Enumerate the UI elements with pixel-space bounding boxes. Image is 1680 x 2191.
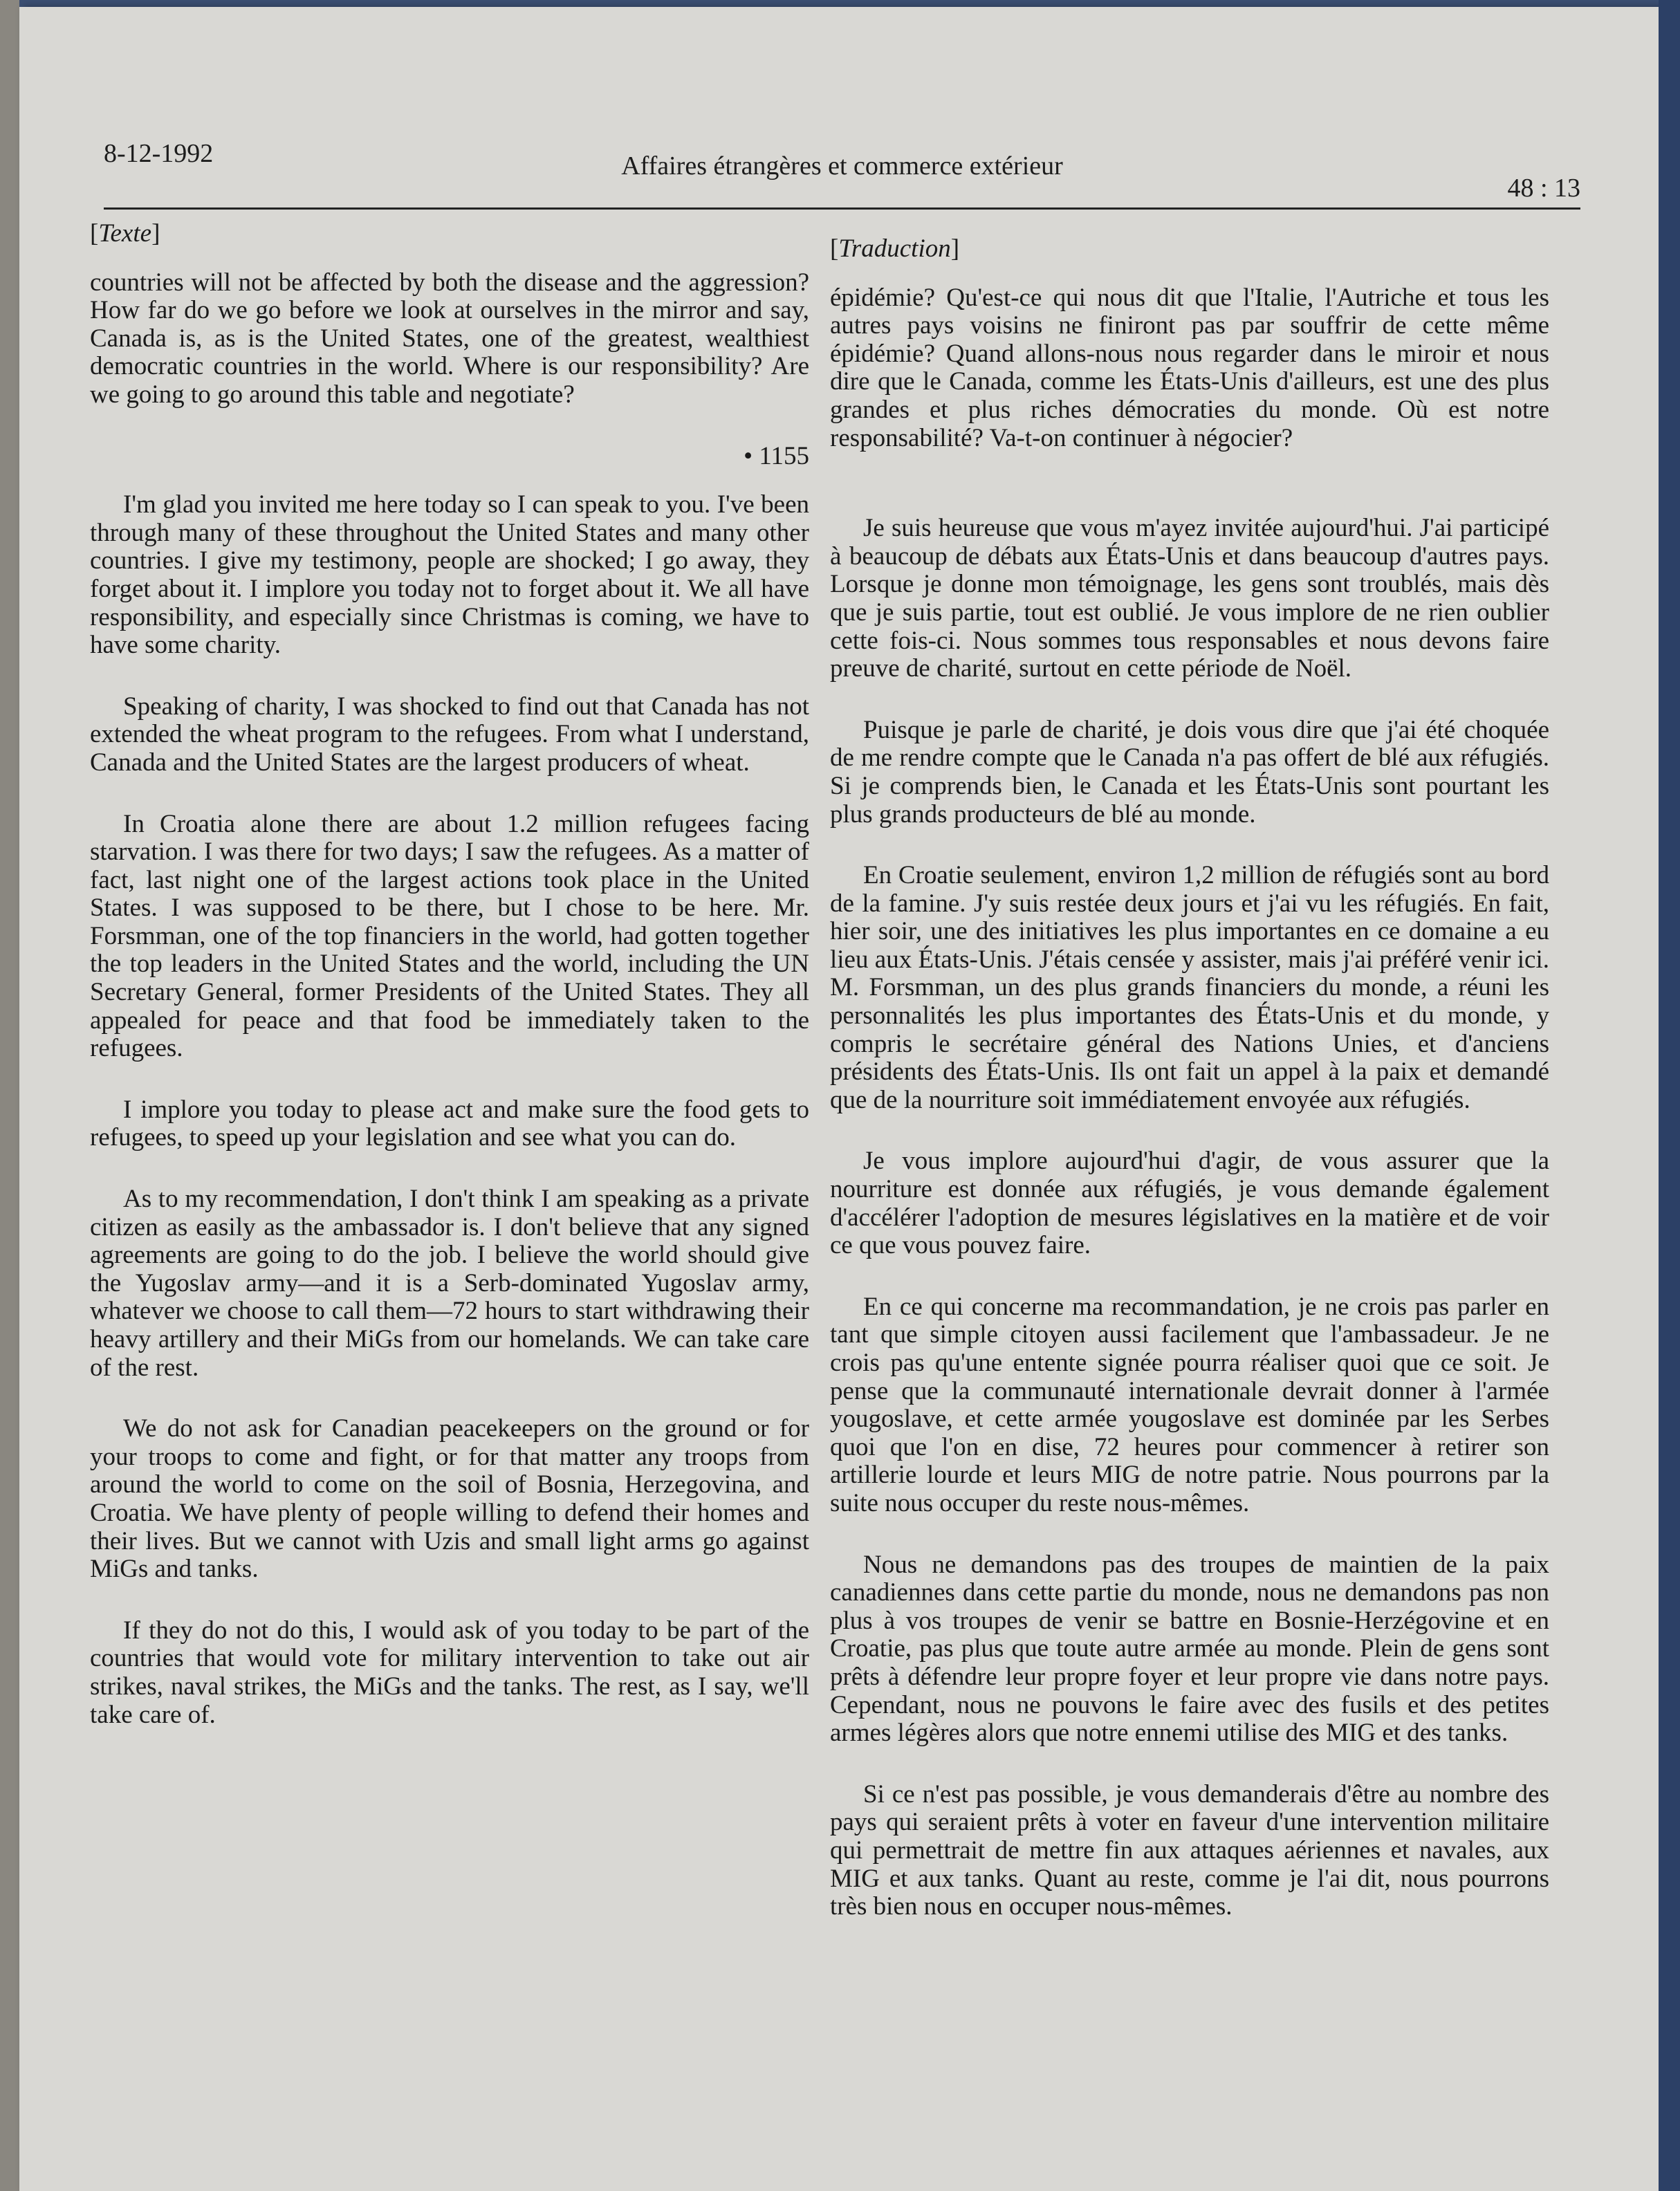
timestamp: • 1155 — [744, 441, 809, 470]
paragraph: Puisque je parle de charité, je dois vous dire que j'ai été choquée de me rendre compte que le Canada n'a pas offert de blé aux réfugiés. Si je comprends bien, le Canada et les États-Unis sont pourtant les plus grands producteurs de blé au monde. — [830, 715, 1549, 829]
paragraph: Je suis heureuse que vous m'ayez invitée aujourd'hui. J'ai participé à beaucoup de débats aux États-Unis et dans beaucoup d'autres pays. Lorsque je donne mon témoignage, les gens sont troublés, mais dès que je suis partie, tout est oublié. Je vous implore de ne rien oublier cette fois-ci. Nous sommes tous responsables et nous devons faire preuve de charité, surtout en cette période de Noël. — [830, 514, 1549, 683]
header-title: Affaires étrangères et commerce extérieur — [621, 151, 1063, 181]
header-page-number: 48 : 13 — [1507, 174, 1580, 203]
paragraph: Nous ne demandons pas des troupes de maintien de la paix canadiennes dans cette partie du monde, nous ne demandons pas non plus à vos troupes de venir se battre en Bosnie-Herzégovine et en Croatie, pas plus que toute autre armée au monde. Plein de gens sont prêts à défendre leur propre foyer et leur propre vie dans notre pays. Cependant, nous ne pouvons le faire avec des fusils et des petites armes légères alors que notre ennemi utilise des MIG et des tanks. — [830, 1550, 1549, 1748]
paragraph: countries will not be affected by both the disease and the aggression? How far do we go before we look at ourselves in the mirror and say, Canada is, as is the United States, one of the greatest, wealthiest democratic countries in the world. Where is our responsibility? Are we going to go around this table and negotiate? — [90, 268, 809, 409]
paragraph: In Croatia alone there are about 1.2 million refugees facing starvation. I was there for two days; I saw the refugees. As a matter of fact, last night one of the largest actions took place in the United States. I was supposed to be there, but I chose to be here. Mr. Forsmman, one of the top financiers in the world, had gotten together the top leaders in the United States and the world, including the UN Secretary General, former Presidents of the United States. They all appealed for peace and that food be immediately taken to the refugees. — [90, 809, 809, 1063]
paragraph: Je vous implore aujourd'hui d'agir, de vous assurer que la nourriture est donnée aux réfugiés, je vous demande également d'accélérer l'adoption de mesures législatives en la matière et de voir ce que vous pouvez faire. — [830, 1147, 1549, 1260]
book-binding — [1659, 0, 1680, 2191]
paragraph: I'm glad you invited me here today so I can speak to you. I've been through many of these throughout the United States and many other countries. I give my testimony, people are shocked; I go away, they forget about it. I implore you today not to forget about it. We all have responsibility, and especially since Christmas is coming, we have to have some charity. — [90, 490, 809, 660]
header-rule — [104, 207, 1580, 210]
english-column — [90, 220, 809, 1762]
paragraph: If they do not do this, I would ask of you today to be part of the countries that would vote for military intervention to take out air strikes, naval strikes, the MiGs and the tanks. The rest, as I say, we'll take care of. — [90, 1616, 809, 1729]
paragraph: En Croatie seulement, environ 1,2 million de réfugiés sont au bord de la famine. J'y suis restée deux jours et j'ai vu les réfugiés. En fait, hier soir, une des initiatives les plus importantes en ce domaine a eu lieu aux États-Unis. J'étais censée y assister, mais j'ai préféré venir ici. M. Forsmman, un des plus grands financiers du monde, a réuni les personnalités les plus importantes des États-Unis et du monde, y compris le secrétaire général des Nations Unies, et d'anciens présidents des États-Unis. Ils ont fait un appel à la paix et demandé que de la nourriture soit immédiatement envoyée aux réfugiés. — [830, 861, 1549, 1114]
page-header — [104, 138, 1580, 201]
header-date: 8-12-1992 — [104, 139, 214, 168]
paragraph: Speaking of charity, I was shocked to find out that Canada has not extended the wheat program to the refugees. From what I understand, Canada and the United States are the largest producers of wheat. — [90, 692, 809, 777]
paragraph: I implore you today to please act and make sure the food gets to refugees, to speed up your legislation and see what you can do. — [90, 1095, 809, 1152]
paragraph: As to my recommendation, I don't think I am speaking as a private citizen as easily as the ambassador is. I don't believe that any signed agreements are going to do the job. I believe the world should give the Yugoslav army—and it is a Serb-dominated Yugoslav army, whatever we choose to call them—72 hours to start withdrawing their heavy artillery and their MiGs from our homelands. We can take care of the rest. — [90, 1185, 809, 1382]
paragraph: Si ce n'est pas possible, je vous demanderais d'être au nombre des pays qui seraient prêts à voter en faveur d'une intervention militaire qui permettrait de mettre fin aux attaques aériennes et navales, aux MIG et aux tanks. Quant au reste, comme je l'ai dit, nous pourrons très bien nous en occuper nous-mêmes. — [830, 1779, 1549, 1921]
paragraph: We do not ask for Canadian peacekeepers on the ground or for your troops to come and fight, or for that matter any troops from around the world to come on the soil of Bosnia, Herzegovina, and Croatia. We have plenty of people willing to defend their homes and their lives. But we cannot with Uzis and small light arms go against MiGs and tanks. — [90, 1414, 809, 1584]
column-label-traduction: [Traduction] — [830, 234, 960, 263]
french-column — [830, 235, 1549, 1954]
column-label-texte: [Texte] — [90, 219, 160, 248]
adjacent-page-edge — [0, 0, 19, 2191]
paragraph: épidémie? Qu'est-ce qui nous dit que l'Italie, l'Autriche et tous les autres pays voisins ne finiront pas par souffrir de cette même épidémie? Quand allons-nous nous regarder dans le miroir et nous dire que le Canada, comme les États-Unis d'ailleurs, est une des plus grandes et plus riches démocraties du monde. Où est notre responsabilité? Va-t-on continuer à négocier? — [830, 283, 1549, 452]
paragraph: En ce qui concerne ma recommandation, je ne crois pas parler en tant que simple citoyen aussi facilement que l'ambassadeur. Je ne crois pas qu'une entente signée pourra réaliser quoi que ce soit. Je pense que la communauté internationale devrait donner à l'armée yougoslave, et cette armée yougoslave est dominée par les Serbes quoi que l'on en dise, 72 heures pour commencer à retirer son artillerie lourde et leurs MIG de notre patrie. Nous pourrons par la suite nous occuper du reste nous-mêmes. — [830, 1292, 1549, 1517]
